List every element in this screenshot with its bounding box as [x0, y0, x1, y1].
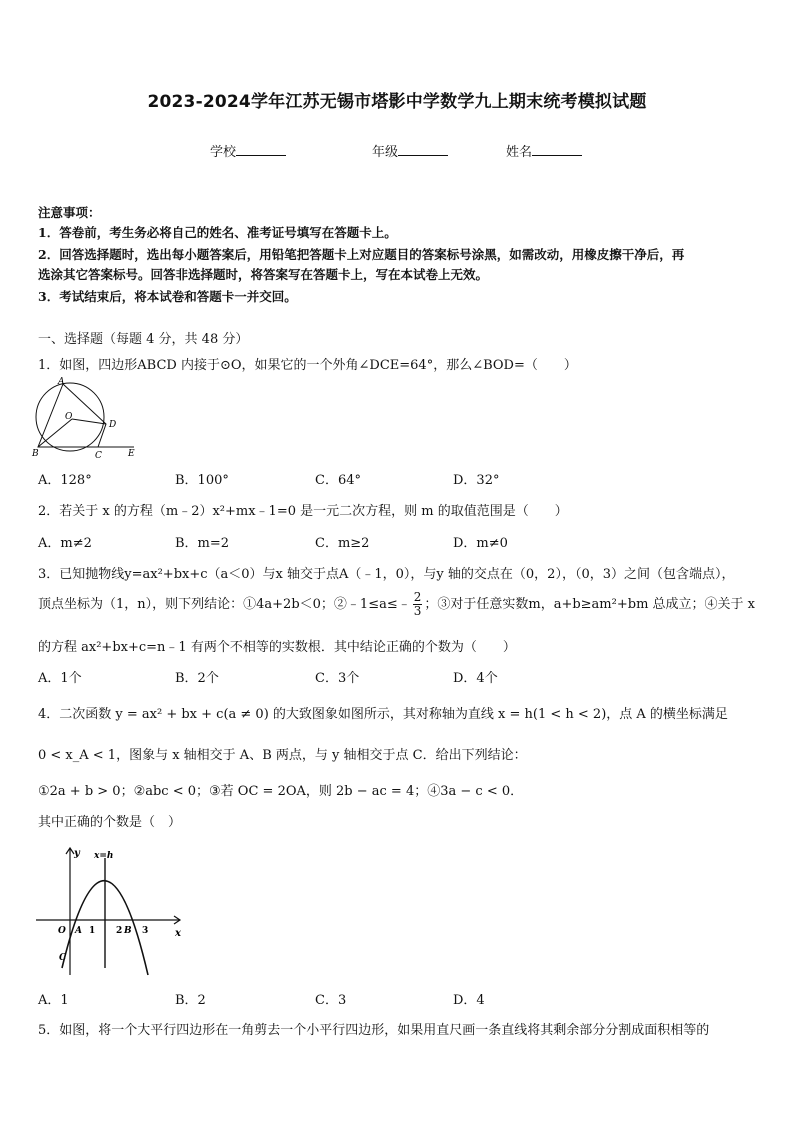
q4-option-b: B．2 — [175, 993, 206, 1008]
q4-label-xh: x=h — [94, 851, 114, 861]
grade-blank — [398, 143, 448, 156]
q4-label-x: x — [175, 928, 181, 939]
q1-option-d: D．32° — [453, 473, 500, 488]
notice-item-2-cont: 选涂其它答案标号。回答非选择题时，将答案写在答题卡上，写在本试卷上无效。 — [38, 267, 489, 282]
q4-line-3: ①2a + b > 0；②abc < 0；③若 OC = 2OA，则 2b − ac = 4；④3a − c < 0． — [38, 784, 524, 799]
school-blank — [236, 143, 286, 156]
q1-label-c: C — [95, 451, 102, 460]
q4-label-3: 3 — [142, 926, 149, 936]
q4-parabola-figure — [30, 840, 190, 980]
q3-fraction — [413, 591, 423, 617]
name-blank — [532, 143, 582, 156]
q3-line-2-part-2: ；③对于任意实数m，a+b≥am²+bm 总成立；④关于 x — [424, 597, 755, 612]
q3-option-d: D．4个 — [453, 671, 498, 686]
q1-option-c: C．64° — [315, 473, 361, 488]
q2-option-d: D．m≠0 — [453, 536, 508, 551]
q4-option-a: A．1 — [38, 993, 69, 1008]
school-field — [210, 141, 286, 160]
q1-text: 1．如图，四边形ABCD 内接于⊙O，如果它的一个外角∠DCE=64°，那么∠BOD=（ ） — [38, 358, 577, 373]
q3-line-1: 3．已知抛物线y=ax²+bx+c（a＜0）与x 轴交于点A（﹣1，0），与y 轴的交点在（0，2），（0，3）之间（包含端点）， — [38, 567, 735, 582]
notice-item-1: 1．答卷前，考生务必将自己的姓名、准考证号填写在答题卡上。 — [38, 225, 397, 240]
q1-label-o: O — [65, 412, 73, 422]
section-heading: 一、选择题（每题 4 分，共 48 分） — [38, 332, 249, 347]
q2-option-c: C．m≥2 — [315, 536, 370, 551]
q3-option-c: C．3个 — [315, 671, 360, 686]
q4-label-2: 2 — [116, 926, 123, 936]
q3-fraction-denominator: 3 — [413, 604, 422, 618]
q1-option-a: A．128° — [38, 473, 92, 488]
notice-item-3: 3．考试结束后，将本试卷和答题卡一并交回。 — [38, 289, 297, 304]
q4-line-1: 4．二次函数 y = ax² + bx + c(a ≠ 0) 的大致图象如图所示，其对称轴为直线 x = h(1 < h < 2)，点 A 的横坐标满足 — [38, 707, 728, 722]
q2-text: 2．若关于 x 的方程（m﹣2）x²+mx﹣1=0 是一元二次方程，则 m 的取值范围是（ ） — [38, 504, 568, 519]
q4-line-2: 0 < x_A < 1，图象与 x 轴相交于 A、B 两点，与 y 轴相交于点 C．给出下列结论： — [38, 748, 527, 763]
q4-option-d: D．4 — [453, 993, 485, 1008]
q4-label-1: 1 — [89, 926, 96, 936]
q1-label-b: B — [32, 449, 39, 459]
school-label: 学校 — [210, 145, 237, 160]
q2-option-a: A．m≠2 — [38, 536, 92, 551]
q4-option-c: C．3 — [315, 993, 347, 1008]
q1-option-b: B．100° — [175, 473, 229, 488]
name-field — [506, 141, 582, 160]
q1-circle-figure — [30, 372, 140, 460]
q1-label-e: E — [128, 449, 135, 459]
q3-option-b: B．2个 — [175, 671, 219, 686]
q4-label-b: B — [124, 926, 132, 936]
q3-option-a: A．1个 — [38, 671, 82, 686]
q1-label-a: A — [58, 377, 65, 387]
q2-option-b: B．m=2 — [175, 536, 230, 551]
q4-label-y: y — [74, 848, 80, 859]
q3-line-3: 的方程 ax²+bx+c=n﹣1 有两个不相等的实数根．其中结论正确的个数为（ ） — [38, 640, 516, 655]
q1-label-d: D — [109, 420, 117, 430]
grade-field — [372, 141, 448, 160]
grade-label: 年级 — [372, 145, 399, 160]
q3-line-2-part-1: 顶点坐标为（1，n），则下列结论：①4a+2b＜0；②﹣1≤a≤﹣ — [38, 597, 411, 612]
q4-label-o: O — [58, 926, 66, 936]
name-label: 姓名 — [506, 145, 533, 160]
q4-label-c: C — [59, 953, 67, 963]
q5-line-1: 5．如图，将一个大平行四边形在一角剪去一个小平行四边形，如果用直尺画一条直线将其剩余部分分割成面积相等的 — [38, 1023, 710, 1038]
q4-line-4: 其中正确的个数是（ ） — [38, 815, 182, 830]
notice-heading: 注意事项： — [38, 205, 101, 220]
page-title: 2023-2024学年江苏无锡市塔影中学数学九上期末统考模拟试题 — [147, 92, 647, 112]
notice-item-2: 2．回答选择题时，选出每小题答案后，用铅笔把答题卡上对应题目的答案标号涂黑，如需改动，用橡皮擦干净后，再 — [38, 247, 685, 262]
q3-fraction-numerator: 2 — [413, 590, 422, 605]
q4-label-a: A — [75, 926, 82, 936]
q3-line-2 — [38, 590, 755, 620]
